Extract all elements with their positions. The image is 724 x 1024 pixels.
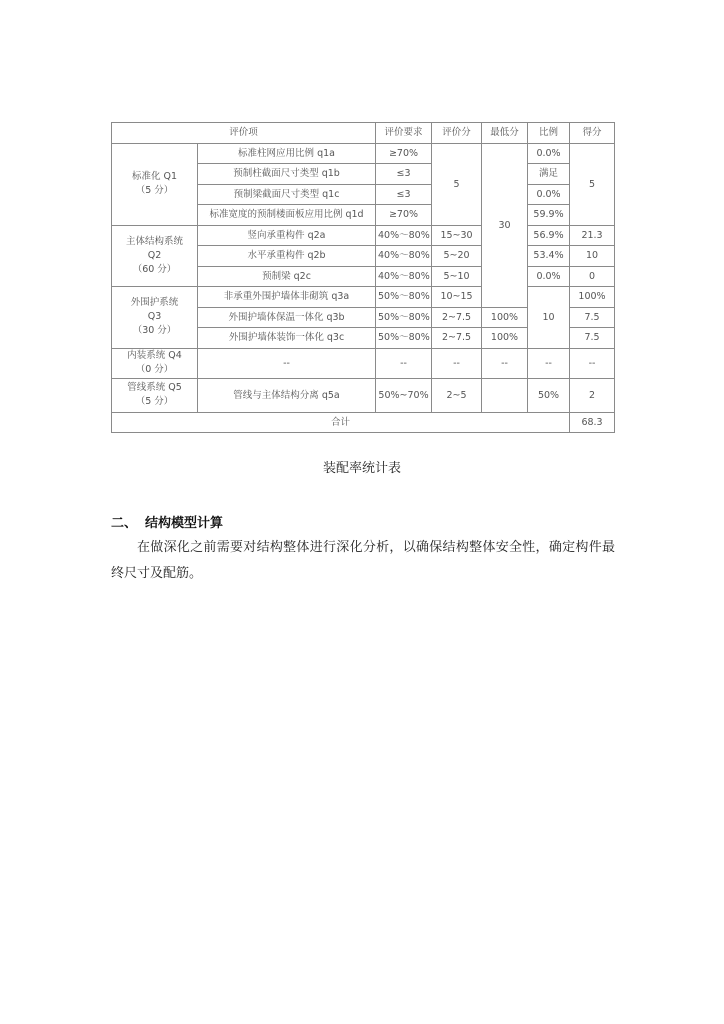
- item-name: 外围护墙体保温一体化 q3b: [198, 307, 376, 328]
- table-row-total: [112, 412, 615, 432]
- group-label-line: 外围护系统: [130, 297, 179, 309]
- group-label-line: Q2: [147, 249, 162, 261]
- header-min-score: 最低分: [482, 123, 528, 144]
- header-got: 得分: [570, 123, 615, 144]
- group-label-line: （0 分）: [135, 364, 174, 375]
- header-ratio: 比例: [528, 123, 570, 144]
- item-got: 0: [570, 266, 615, 287]
- item-ratio: 0.0%: [528, 143, 570, 164]
- table-row-q3a: [112, 287, 615, 308]
- item-score: 2~5: [432, 378, 482, 412]
- item-got: 21.3: [570, 225, 615, 246]
- header-requirement: 评价要求: [376, 123, 432, 144]
- item-score: 15~30: [432, 225, 482, 246]
- item-name: --: [198, 348, 376, 378]
- item-requirement: ≥70%: [376, 205, 432, 226]
- item-got: 7.5: [570, 328, 615, 349]
- item-got: 7.5: [570, 307, 615, 328]
- item-ratio: 100%: [570, 287, 615, 308]
- item-score: --: [432, 348, 482, 378]
- group-label-line: Q3: [147, 311, 162, 323]
- section-title: 结构模型计算: [145, 516, 224, 531]
- total-label: 合计: [112, 412, 570, 432]
- table-row-q4: [112, 348, 615, 378]
- group-score-q1: 5: [432, 143, 482, 225]
- item-requirement: 40%～80%: [376, 266, 432, 287]
- item-requirement: ≤3: [376, 164, 432, 185]
- item-min-score: --: [482, 348, 528, 378]
- item-name: 标准柱网应用比例 q1a: [198, 143, 376, 164]
- group-label-line: （5 分）: [135, 396, 174, 407]
- header-row: [112, 123, 615, 144]
- item-score: 5~20: [432, 246, 482, 267]
- body-paragraph: 在做深化之前需要对结构整体进行深化分析，以确保结构整体安全性，确定构件最终尺寸及配筋。: [111, 540, 615, 581]
- group-label-q5: [112, 378, 198, 412]
- group-label-line: 标准化 Q1: [131, 171, 178, 182]
- item-score: 5~10: [432, 266, 482, 287]
- table-row-q5: [112, 378, 615, 412]
- group-label-q1: [112, 143, 198, 225]
- item-name: 非承重外围护墙体非砌筑 q3a: [198, 287, 376, 308]
- item-ratio: 100%: [482, 328, 528, 349]
- group-got-q1: 5: [570, 143, 615, 225]
- table-row-q1a: [112, 143, 615, 164]
- min-score-q1-q2: 30: [482, 143, 528, 307]
- table-row-q2a: [112, 225, 615, 246]
- assembly-rate-table: [111, 122, 615, 433]
- item-name: 外围护墙体装饰一体化 q3c: [198, 328, 376, 349]
- item-ratio: 53.4%: [528, 246, 570, 267]
- group-label-q3: [112, 287, 198, 349]
- item-name: 预制柱截面尺寸类型 q1b: [198, 164, 376, 185]
- group-label-line: 主体结构系统: [125, 235, 183, 247]
- item-ratio: 0.0%: [528, 184, 570, 205]
- header-score: 评价分: [432, 123, 482, 144]
- item-requirement: 40%～80%: [376, 225, 432, 246]
- total-value: 68.3: [570, 412, 615, 432]
- item-name: 水平承重构件 q2b: [198, 246, 376, 267]
- item-name: 管线与主体结构分离 q5a: [198, 378, 376, 412]
- item-got: 10: [570, 246, 615, 267]
- item-score: 10~15: [432, 287, 482, 308]
- group-label-q4: [112, 348, 198, 378]
- item-ratio: --: [528, 348, 570, 378]
- item-name: 竖向承重构件 q2a: [198, 225, 376, 246]
- item-requirement: ≤3: [376, 184, 432, 205]
- min-score-q3: 10: [528, 287, 570, 349]
- item-name: 预制梁 q2c: [198, 266, 376, 287]
- item-requirement: 50%~70%: [376, 378, 432, 412]
- group-label-line: 内装系统 Q4: [127, 350, 182, 361]
- item-min-score: [482, 378, 528, 412]
- item-name: 预制梁截面尺寸类型 q1c: [198, 184, 376, 205]
- item-got: --: [570, 348, 615, 378]
- item-ratio: 56.9%: [528, 225, 570, 246]
- item-got: 2: [570, 378, 615, 412]
- item-ratio: 100%: [482, 307, 528, 328]
- item-ratio: 0.0%: [528, 266, 570, 287]
- group-label-line: （60 分）: [132, 263, 177, 275]
- item-requirement: 50%～80%: [376, 287, 432, 308]
- item-name: 标准宽度的预制楼面板应用比例 q1d: [198, 205, 376, 226]
- item-requirement: 50%～80%: [376, 328, 432, 349]
- item-ratio: 满足: [528, 164, 570, 185]
- group-label-q2: [112, 225, 198, 287]
- item-score: 2~7.5: [432, 307, 482, 328]
- item-requirement: 40%～80%: [376, 246, 432, 267]
- group-label-line: 管线系统 Q5: [127, 382, 182, 393]
- item-ratio: 59.9%: [528, 205, 570, 226]
- table-caption: 装配率统计表: [322, 461, 401, 476]
- item-ratio: 50%: [528, 378, 570, 412]
- item-requirement: ≥70%: [376, 143, 432, 164]
- item-requirement: 50%～80%: [376, 307, 432, 328]
- section-number: 二、: [111, 516, 138, 531]
- item-requirement: --: [376, 348, 432, 378]
- section-heading: [111, 512, 223, 531]
- header-item: 评价项: [112, 123, 376, 144]
- group-label-line: （5 分）: [135, 185, 174, 196]
- item-score: 2~7.5: [432, 328, 482, 349]
- group-label-line: （30 分）: [132, 325, 177, 337]
